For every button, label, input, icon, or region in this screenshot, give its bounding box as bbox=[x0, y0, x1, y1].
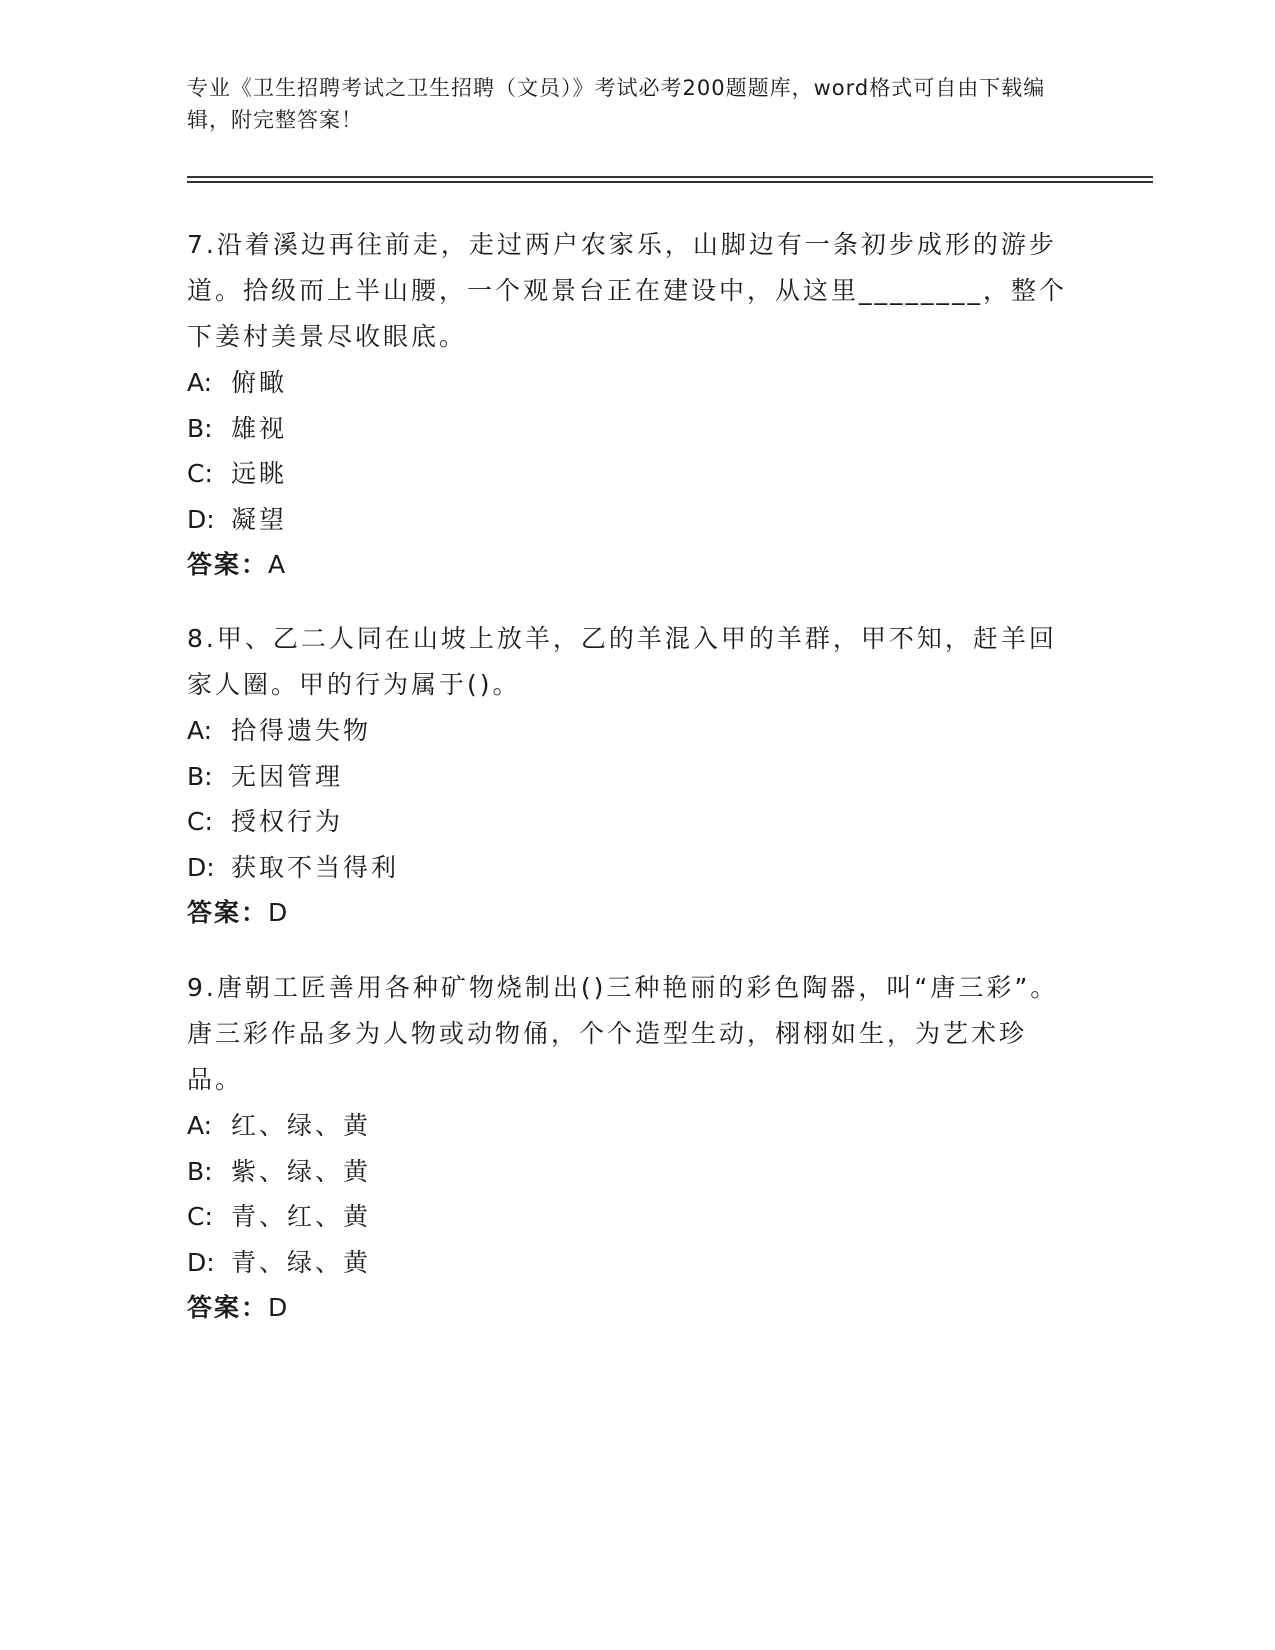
option-b bbox=[187, 754, 1067, 800]
option-b bbox=[187, 406, 1067, 452]
answer-label: 答案： bbox=[187, 550, 269, 579]
option-text: 拾得遗失物 bbox=[231, 716, 372, 745]
option-text: 雄视 bbox=[231, 413, 288, 443]
option-text: 凝望 bbox=[231, 504, 288, 534]
answer-label: 答案： bbox=[187, 898, 269, 927]
answer-value: D bbox=[268, 898, 288, 927]
option-key: C: bbox=[187, 1202, 213, 1231]
option-key: C: bbox=[187, 459, 213, 488]
answer-value: A bbox=[268, 550, 286, 579]
option-key: A: bbox=[187, 368, 213, 397]
option-a bbox=[187, 1103, 1067, 1149]
option-key: C: bbox=[187, 807, 213, 836]
option-c bbox=[187, 451, 1067, 497]
header-note: 专业《卫生招聘考试之卫生招聘（文员）》考试必考200题题库，word格式可自由下载编辑，附完整答案！ bbox=[187, 76, 1046, 132]
option-key: A: bbox=[187, 1111, 213, 1140]
answer-label: 答案： bbox=[187, 1293, 269, 1322]
question-stem: 8.甲、乙二人同在山坡上放羊，乙的羊混入甲的羊群，甲不知，赶羊回家人圈。甲的行为属于()。 bbox=[187, 624, 1057, 699]
option-key: D: bbox=[187, 504, 215, 534]
option-key: B: bbox=[187, 413, 213, 443]
option-text: 获取不当得利 bbox=[231, 852, 400, 882]
header-divider-bottom bbox=[187, 181, 1153, 183]
option-a bbox=[187, 360, 1067, 406]
option-key: B: bbox=[187, 1156, 213, 1186]
option-key: D: bbox=[187, 852, 215, 882]
option-d bbox=[187, 845, 1067, 891]
answer-value: D bbox=[268, 1293, 288, 1322]
option-text: 红、绿、黄 bbox=[231, 1111, 372, 1140]
question-7 bbox=[187, 222, 1067, 588]
option-text: 授权行为 bbox=[231, 807, 344, 836]
option-c bbox=[187, 1194, 1067, 1240]
option-text: 无因管理 bbox=[231, 761, 344, 791]
question-stem: 9.唐朝工匠善用各种矿物烧制出()三种艳丽的彩色陶器，叫“唐三彩”。唐三彩作品多为人物或动物俑，个个造型生动，栩栩如生，为艺术珍品。 bbox=[187, 973, 1059, 1094]
answer-line bbox=[187, 542, 1067, 588]
answer-line bbox=[187, 890, 1067, 936]
option-key: B: bbox=[187, 761, 213, 791]
answer-line bbox=[187, 1285, 1067, 1331]
option-d bbox=[187, 497, 1067, 543]
option-key: A: bbox=[187, 716, 213, 745]
question-9 bbox=[187, 965, 1067, 1331]
option-text: 俯瞰 bbox=[231, 368, 288, 397]
option-d bbox=[187, 1240, 1067, 1286]
question-8 bbox=[187, 616, 1067, 936]
option-text: 青、红、黄 bbox=[231, 1202, 372, 1231]
option-b bbox=[187, 1149, 1067, 1195]
question-stem: 7.沿着溪边再往前走，走过两户农家乐，山脚边有一条初步成形的游步道。拾级而上半山腰，一个观景台正在建设中，从这里________，整个下姜村美景尽收眼底。 bbox=[187, 230, 1068, 351]
option-text: 青、绿、黄 bbox=[231, 1247, 372, 1277]
option-a bbox=[187, 708, 1067, 754]
option-text: 紫、绿、黄 bbox=[231, 1156, 372, 1186]
header-divider-top bbox=[187, 176, 1153, 178]
option-text: 远眺 bbox=[231, 459, 288, 488]
option-key: D: bbox=[187, 1247, 215, 1277]
option-c bbox=[187, 799, 1067, 845]
